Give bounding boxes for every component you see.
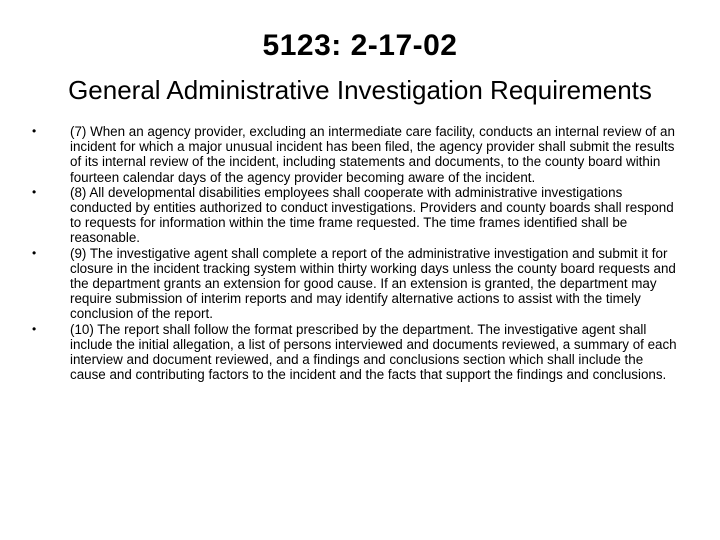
bullet-icon: • xyxy=(32,321,37,336)
bullet-icon: • xyxy=(32,124,37,138)
list-item-text: (9) The investigative agent shall complete a report of the administrative investigation and submit it for closure in the incident tracking system within thirty working days unless the county board requests and the department grants an extension for good cause. If an extension is granted, the department may require submission of interim reports and may identify alternative actions to assist with the timely conclusion of the report. xyxy=(70,245,676,322)
list-item-text: (10) The report shall follow the format prescribed by the department. The investigative agent shall include the initial allegation, a list of persons interviewed and documents reviewed, a summary of each interview and document reviewed, and a findings and conclusions section which shall include the cause and contributing factors to the incident and the facts that support the findings and conclusions. xyxy=(70,321,677,383)
list-item xyxy=(28,124,678,185)
bullet-icon: • xyxy=(32,184,37,199)
list-item-text: (7) When an agency provider, excluding an intermediate care facility, conducts an internal review of an incident for which a major unusual incident has been filed, the agency provider shall submit the results of its internal review of the incident, including statements and documents, to the county board within fourteen calendar days of the agency provider becoming aware of the incident. xyxy=(70,124,675,185)
list-item xyxy=(28,246,678,322)
list-item xyxy=(28,185,678,246)
slide-subtitle: General Administrative Investigation Requirements xyxy=(68,75,652,105)
list-item xyxy=(28,322,678,383)
bullet-list xyxy=(28,124,678,382)
bullet-icon: • xyxy=(32,245,37,260)
slide-title: 5123: 2-17-02 xyxy=(262,29,458,62)
list-item-text: (8) All developmental disabilities employees shall cooperate with administrative investigations conducted by entities authorized to conduct investigations. Providers and county boards shall respond to requests for information within the time frame requested. The time frames identified shall be reasonable. xyxy=(70,184,674,246)
